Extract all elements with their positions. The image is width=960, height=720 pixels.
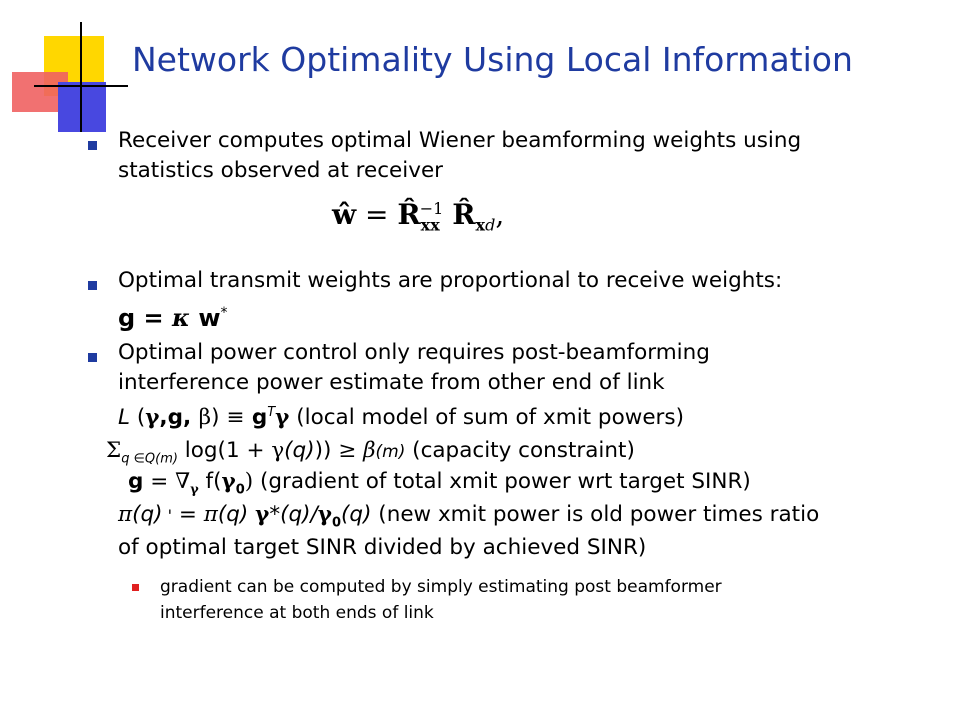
pu-pi2: π <box>203 502 218 527</box>
formula-equals: = <box>143 304 164 332</box>
eq-sub-x: x <box>475 215 486 235</box>
l3-close: ) <box>211 405 227 431</box>
l3-g: ,g, <box>159 405 199 431</box>
eq-sub-d: d <box>485 215 496 235</box>
cap-gamma: γ <box>271 438 285 463</box>
formula-w: w <box>198 304 221 332</box>
l3-L: L <box>118 405 130 431</box>
grad-text: (gradient of total xmit power wrt target SINR) <box>253 469 751 494</box>
eq-R1: R̂ <box>397 198 421 231</box>
eq-w-hat: ŵ <box>332 198 357 231</box>
cap-close: )) <box>314 438 339 463</box>
cap-text: (capacity constraint) <box>405 438 635 463</box>
bullet1-line2: statistics observed at receiver <box>118 158 444 183</box>
grad-nabla: ∇ <box>175 469 191 494</box>
eq-equals: = <box>365 198 389 231</box>
sum-subscript: q ∈Q(m) <box>121 451 178 467</box>
vertical-line <box>80 22 82 132</box>
cap-log: log(1 + <box>177 438 272 463</box>
pu-gamma0: γ <box>317 502 332 527</box>
eq-sup-inv: −1 <box>419 198 444 218</box>
grad-nabla-sub: γ <box>190 482 199 498</box>
pu-g0-q: (q) <box>341 502 372 527</box>
bullet-marker <box>88 353 97 362</box>
bullet1-line1: Receiver computes optimal Wiener beamforming weights using <box>118 128 802 153</box>
bullet2-formula <box>118 298 228 333</box>
eq-comma: , <box>495 198 505 231</box>
blue-square <box>58 82 106 132</box>
cap-beta: β <box>356 438 376 463</box>
pu-prime: ' <box>162 506 173 525</box>
subbullet-line2: interference at both ends of link <box>160 603 434 623</box>
l3-gamma2: γ <box>275 405 290 431</box>
subbullet-marker <box>132 584 139 591</box>
pu-pi: π <box>118 502 133 527</box>
horizontal-line <box>34 85 128 87</box>
pu-gamma-star: γ <box>255 502 270 527</box>
pu-eq: = <box>172 502 204 527</box>
wiener-equation <box>332 198 504 235</box>
l3-rest: (local model of sum of xmit powers) <box>289 405 684 431</box>
power-update-line2: of optimal target SINR divided by achieved SINR) <box>118 535 647 560</box>
slide-title: Network Optimality Using Local Information <box>132 40 853 79</box>
formula-star: * <box>220 305 228 321</box>
cap-geq: ≥ <box>338 438 357 463</box>
bullet3-line1: Optimal power control only requires post-beamforming <box>118 340 710 365</box>
grad-f: f( <box>198 469 222 494</box>
corner-decoration <box>0 0 130 135</box>
eq-sub-xx: xx <box>420 215 440 235</box>
grad-g: g <box>128 469 144 494</box>
sum-sigma: Σ <box>106 438 122 463</box>
grad-zero: 0 <box>235 482 245 498</box>
subbullet-line1: gradient can be computed by simply estimating post beamformer <box>160 577 722 597</box>
l3-gamma: γ <box>145 405 160 431</box>
formula-kappa: κ <box>172 303 191 332</box>
l3-open: ( <box>129 405 146 431</box>
grad-eq: = <box>143 469 176 494</box>
formula-g: g <box>118 304 136 332</box>
grad-gamma0: γ <box>221 469 236 494</box>
grad-close: ) <box>244 469 254 494</box>
pu-gamma0-sub: 0 <box>331 515 342 531</box>
l3-T: T <box>267 405 276 420</box>
bullet-marker <box>88 281 97 290</box>
pu-q2: (q) <box>217 502 256 527</box>
cap-m: (m) <box>375 442 406 462</box>
bullet2-line1: Optimal transmit weights are proportional to receive weights: <box>118 268 783 293</box>
cap-q: (q) <box>284 438 315 463</box>
pu-q: (q) <box>132 502 163 527</box>
eq-R2: R̂ <box>452 198 476 231</box>
pu-gstar-q: *(q)/ <box>269 502 318 527</box>
bullet-marker <box>88 141 97 150</box>
l3-beta: β <box>198 405 212 431</box>
bullet3-line2: interference power estimate from other end of link <box>118 370 665 395</box>
bullet3-line3 <box>118 398 684 433</box>
pu-text: (new xmit power is old power times ratio <box>371 502 820 527</box>
l3-gT: g <box>244 405 268 431</box>
l3-equiv: ≡ <box>226 405 245 431</box>
